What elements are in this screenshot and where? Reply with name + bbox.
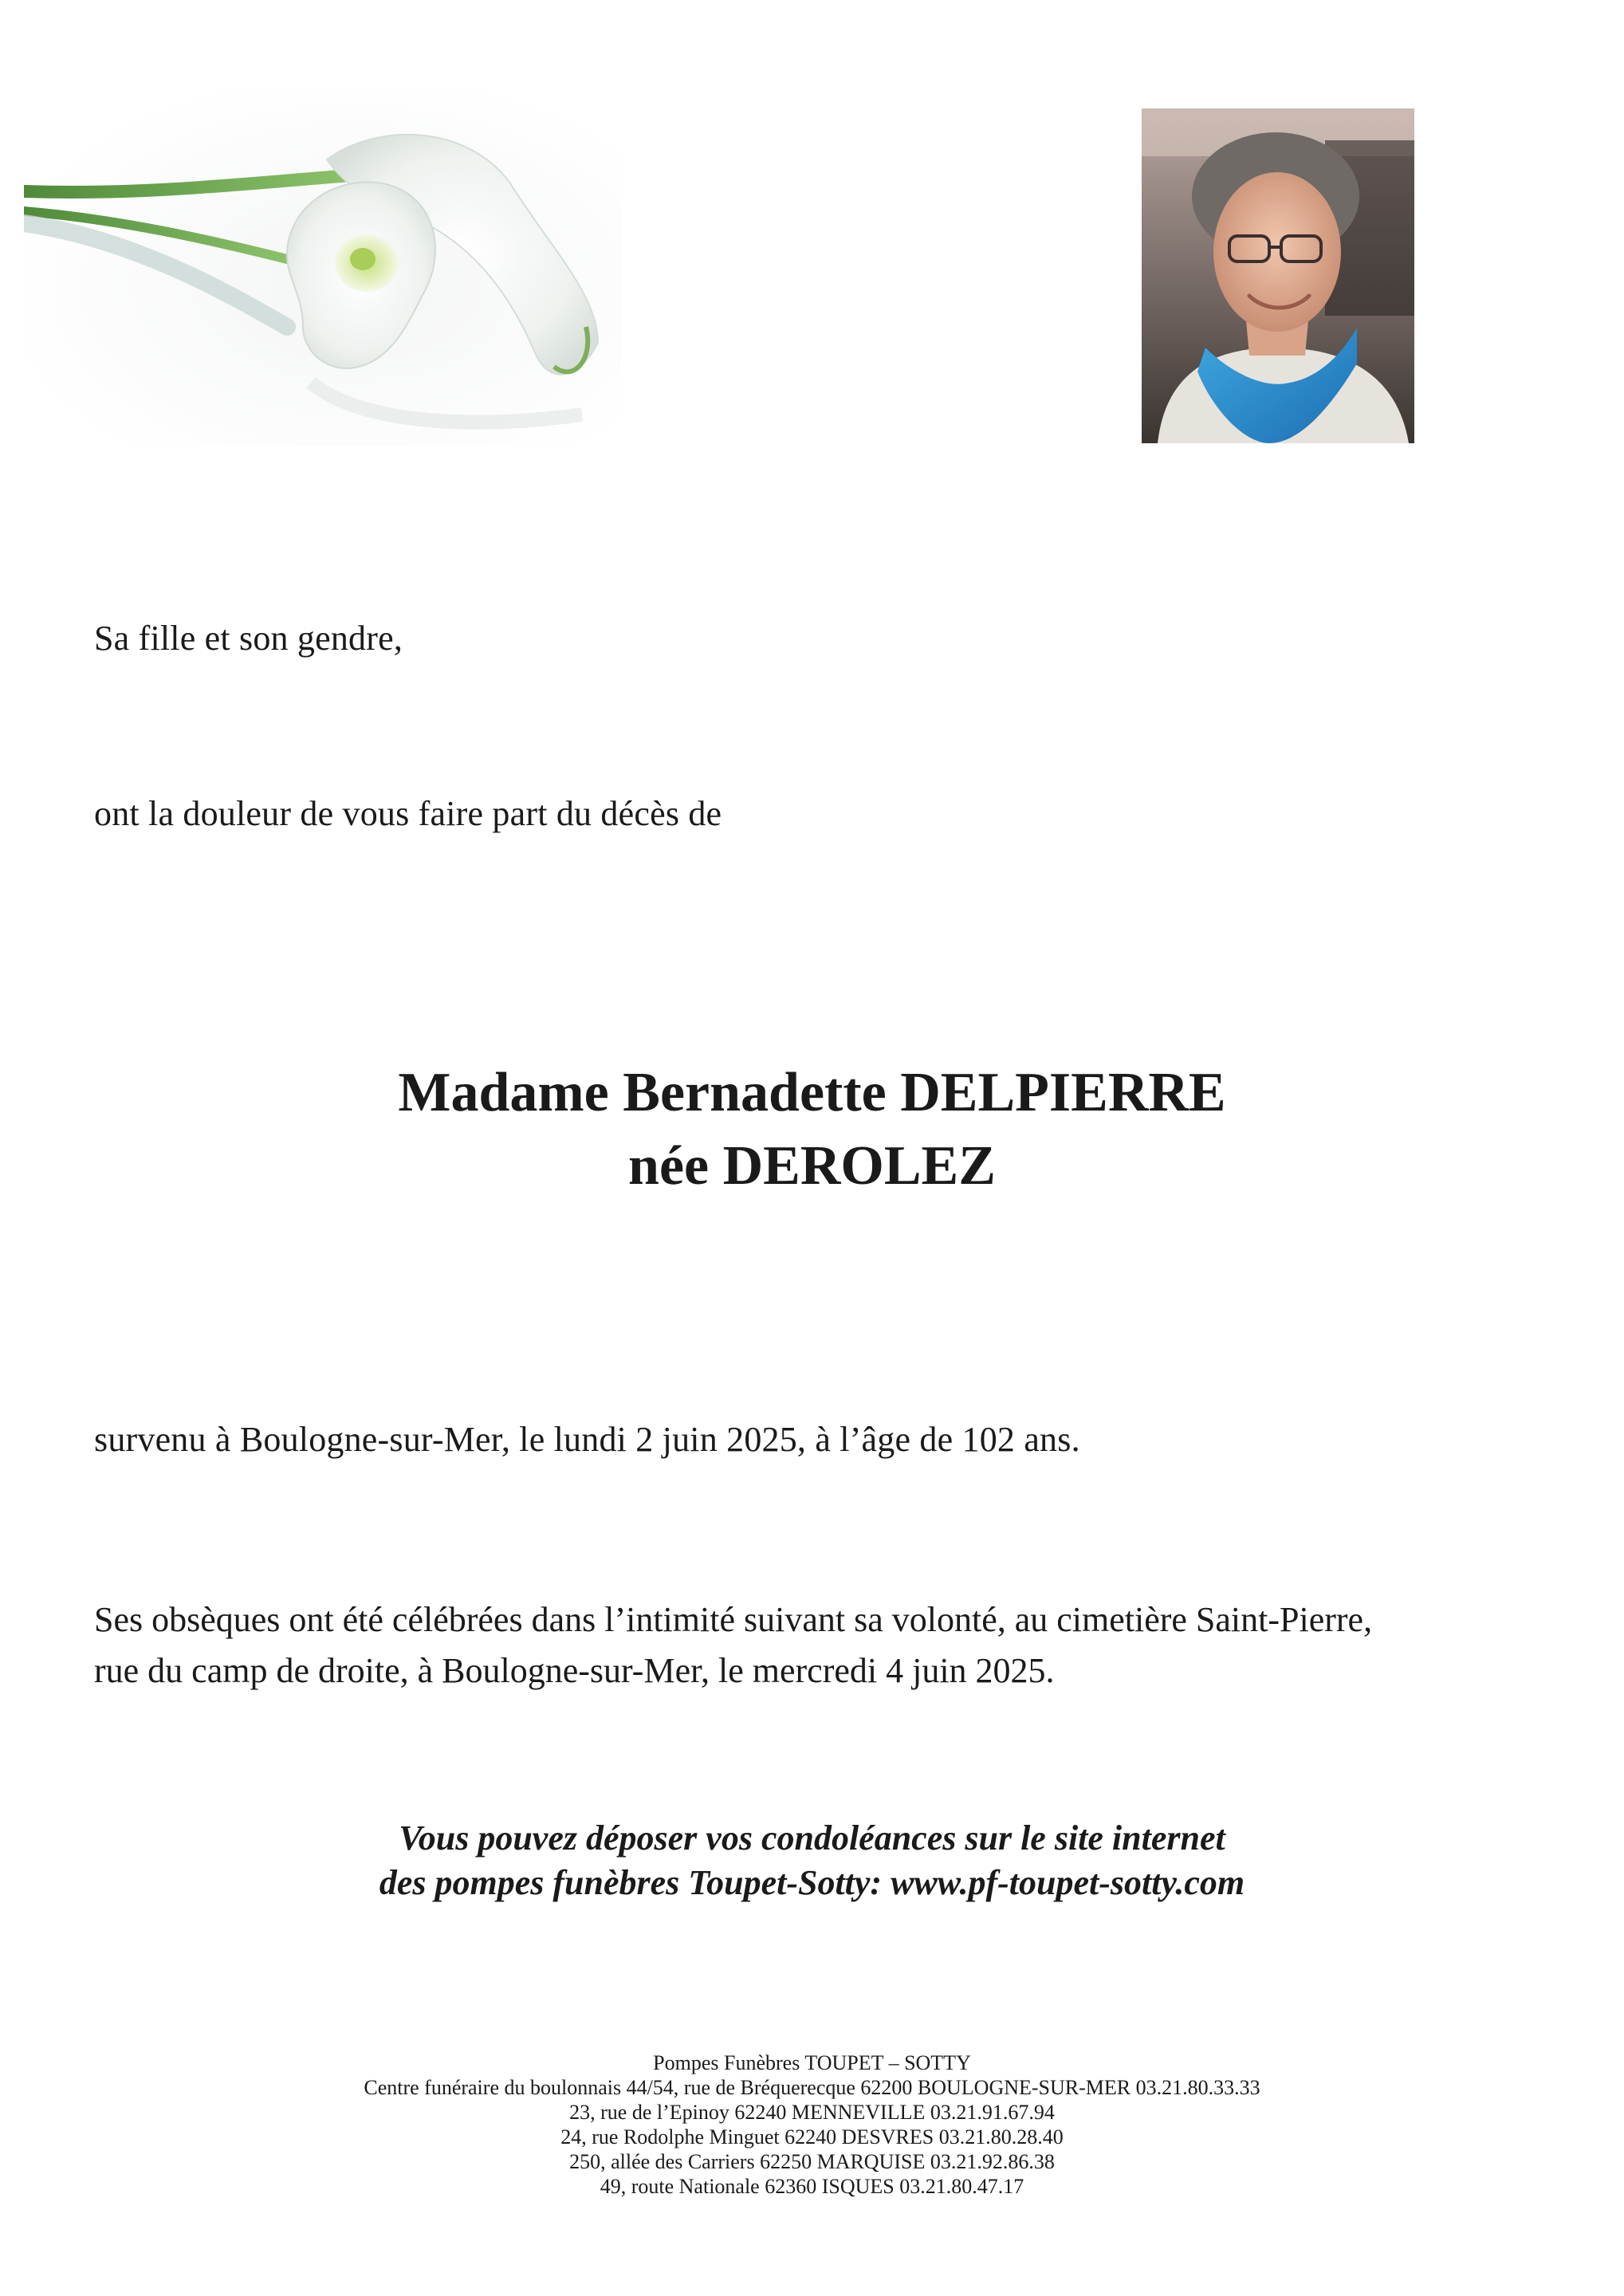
intro-announcement-line: ont la douleur de vous faire part du décès de xyxy=(94,794,722,833)
funeral-home-address: 24, rue Rodolphe Minguet 62240 DESVRES 03.21.80.28.40 xyxy=(560,2125,1064,2149)
funeral-line-2: rue du camp de droite, à Boulogne-sur-Mer, le mercredi 4 juin 2025. xyxy=(94,1651,1055,1690)
funeral-info xyxy=(94,1594,1372,1696)
condolences-line-1: Vous pouvez déposer vos condoléances sur le site internet xyxy=(399,1818,1225,1858)
calla-lily-image xyxy=(24,88,622,446)
portrait-photo xyxy=(1142,108,1414,443)
deceased-maiden-name: née DEROLEZ xyxy=(628,1135,996,1197)
condolences-line-2: des pompes funèbres Toupet-Sotty: www.pf-toupet-sotty.com xyxy=(379,1863,1245,1902)
funeral-home-address: Centre funéraire du boulonnais 44/54, rue de Bréquerecque 62200 BOULOGNE-SUR-MER 03.21.80.33.33 xyxy=(364,2076,1260,2099)
funeral-home-address: 250, allée des Carriers 62250 MARQUISE 03.21.92.86.38 xyxy=(569,2150,1055,2173)
funeral-line-1: Ses obsèques ont été célébrées dans l’intimité suivant sa volonté, au cimetière Saint-Pierre, xyxy=(94,1600,1373,1639)
deceased-name: Madame Bernadette DELPIERRE xyxy=(398,1062,1226,1123)
funeral-home-address: 23, rue de l’Epinoy 62240 MENNEVILLE 03.21.91.67.94 xyxy=(569,2101,1055,2124)
death-notice: survenu à Boulogne-sur-Mer, le lundi 2 juin 2025, à l’âge de 102 ans. xyxy=(94,1420,1080,1459)
funeral-home-footer xyxy=(0,2050,1624,2199)
intro-family-line: Sa fille et son gendre, xyxy=(94,619,403,658)
funeral-home-name: Pompes Funèbres TOUPET – SOTTY xyxy=(653,2051,971,2074)
condolences-note xyxy=(0,1816,1624,1905)
deceased-name-block xyxy=(0,1056,1624,1203)
funeral-home-address: 49, route Nationale 62360 ISQUES 03.21.80.47.17 xyxy=(600,2175,1024,2198)
